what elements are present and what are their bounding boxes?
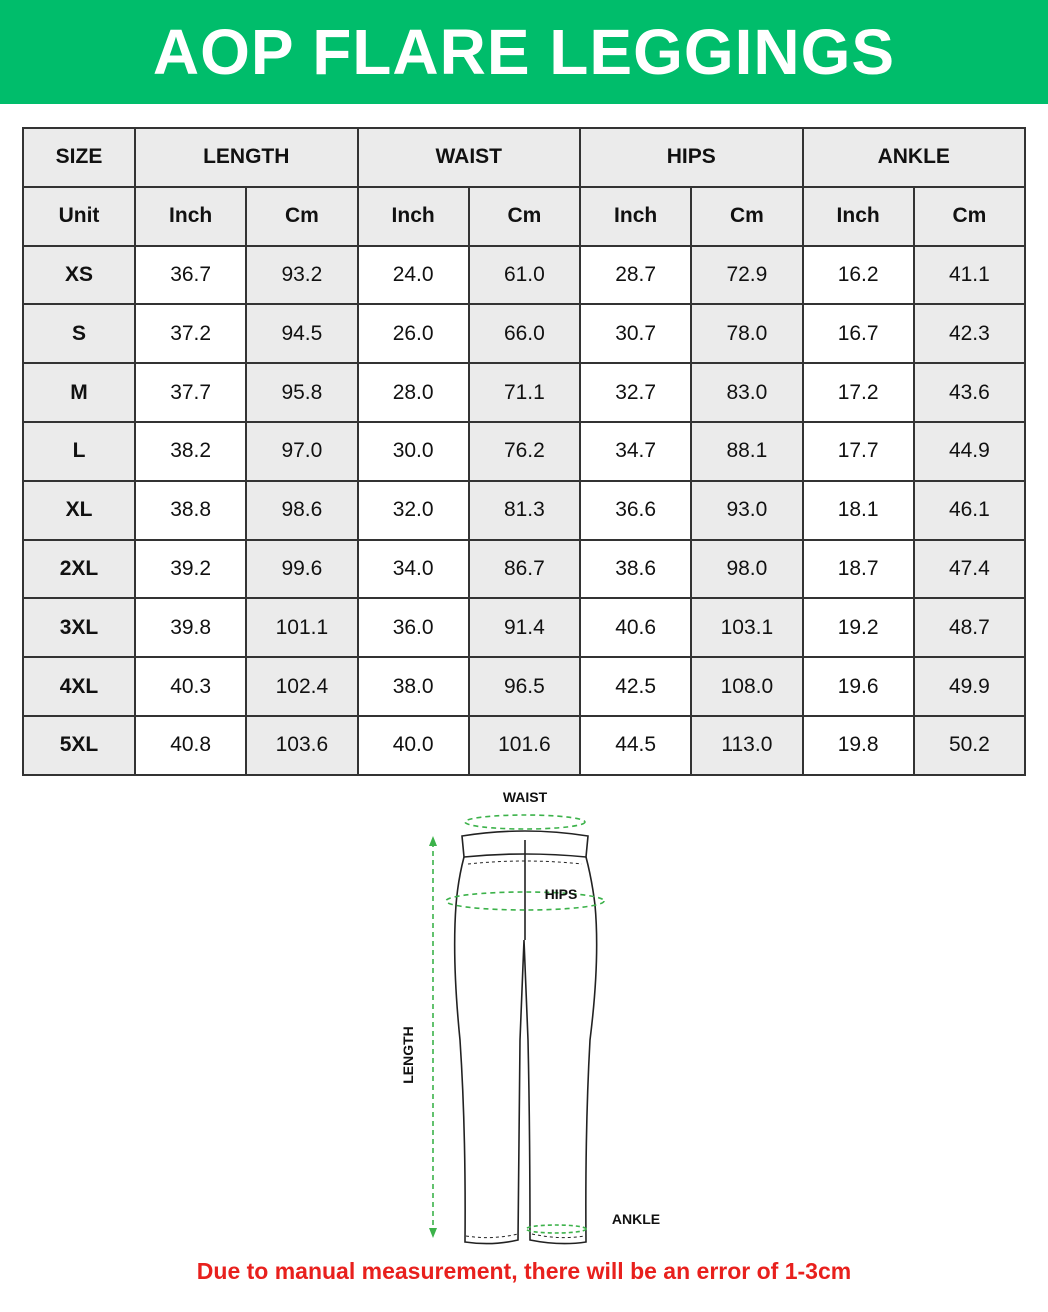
value-cell: 39.2 bbox=[135, 540, 246, 599]
value-cell: 71.1 bbox=[469, 363, 580, 422]
table-row bbox=[23, 540, 1025, 599]
value-cell: 101.6 bbox=[469, 716, 580, 775]
value-cell: 102.4 bbox=[246, 657, 357, 716]
value-cell: 43.6 bbox=[914, 363, 1025, 422]
size-cell: L bbox=[23, 422, 135, 481]
value-cell: 38.0 bbox=[358, 657, 469, 716]
value-cell: 40.8 bbox=[135, 716, 246, 775]
value-cell: 108.0 bbox=[691, 657, 802, 716]
value-cell: 26.0 bbox=[358, 304, 469, 363]
value-cell: 96.5 bbox=[469, 657, 580, 716]
value-cell: 38.6 bbox=[580, 540, 691, 599]
value-cell: 38.2 bbox=[135, 422, 246, 481]
value-cell: 42.3 bbox=[914, 304, 1025, 363]
value-cell: 101.1 bbox=[246, 598, 357, 657]
size-chart-table bbox=[22, 127, 1026, 776]
size-cell: 3XL bbox=[23, 598, 135, 657]
value-cell: 40.0 bbox=[358, 716, 469, 775]
value-cell: 103.1 bbox=[691, 598, 802, 657]
value-cell: 36.0 bbox=[358, 598, 469, 657]
value-cell: 66.0 bbox=[469, 304, 580, 363]
value-cell: 17.2 bbox=[803, 363, 914, 422]
value-cell: 28.0 bbox=[358, 363, 469, 422]
unit-cell: Inch bbox=[580, 187, 691, 246]
size-header: SIZE bbox=[23, 128, 135, 187]
value-cell: 50.2 bbox=[914, 716, 1025, 775]
unit-cell: Cm bbox=[914, 187, 1025, 246]
value-cell: 91.4 bbox=[469, 598, 580, 657]
value-cell: 95.8 bbox=[246, 363, 357, 422]
value-cell: 37.7 bbox=[135, 363, 246, 422]
size-cell: 4XL bbox=[23, 657, 135, 716]
length-measure-line bbox=[429, 836, 437, 1238]
value-cell: 32.7 bbox=[580, 363, 691, 422]
value-cell: 24.0 bbox=[358, 246, 469, 305]
value-cell: 16.2 bbox=[803, 246, 914, 305]
hips-header: HIPS bbox=[580, 128, 803, 187]
table-row bbox=[23, 246, 1025, 305]
value-cell: 19.6 bbox=[803, 657, 914, 716]
value-cell: 17.7 bbox=[803, 422, 914, 481]
table-row bbox=[23, 657, 1025, 716]
value-cell: 37.2 bbox=[135, 304, 246, 363]
value-cell: 42.5 bbox=[580, 657, 691, 716]
length-label: LENGTH bbox=[400, 1026, 416, 1084]
size-cell: S bbox=[23, 304, 135, 363]
value-cell: 34.0 bbox=[358, 540, 469, 599]
value-cell: 18.7 bbox=[803, 540, 914, 599]
value-cell: 76.2 bbox=[469, 422, 580, 481]
hips-label: HIPS bbox=[544, 886, 578, 902]
value-cell: 19.2 bbox=[803, 598, 914, 657]
value-cell: 78.0 bbox=[691, 304, 802, 363]
length-header: LENGTH bbox=[135, 128, 358, 187]
value-cell: 28.7 bbox=[580, 246, 691, 305]
value-cell: 48.7 bbox=[914, 598, 1025, 657]
value-cell: 44.5 bbox=[580, 716, 691, 775]
value-cell: 72.9 bbox=[691, 246, 802, 305]
waist-header: WAIST bbox=[358, 128, 581, 187]
size-cell: 2XL bbox=[23, 540, 135, 599]
table-row bbox=[23, 363, 1025, 422]
ankle-header: ANKLE bbox=[803, 128, 1026, 187]
value-cell: 32.0 bbox=[358, 481, 469, 540]
value-cell: 83.0 bbox=[691, 363, 802, 422]
unit-cell: Cm bbox=[469, 187, 580, 246]
value-cell: 36.7 bbox=[135, 246, 246, 305]
value-cell: 34.7 bbox=[580, 422, 691, 481]
value-cell: 38.8 bbox=[135, 481, 246, 540]
size-cell: 5XL bbox=[23, 716, 135, 775]
table-row bbox=[23, 422, 1025, 481]
group-header-row bbox=[23, 128, 1025, 187]
value-cell: 40.3 bbox=[135, 657, 246, 716]
value-cell: 98.0 bbox=[691, 540, 802, 599]
value-cell: 97.0 bbox=[246, 422, 357, 481]
ankle-measure-line bbox=[526, 1225, 586, 1233]
unit-cell: Inch bbox=[135, 187, 246, 246]
value-cell: 18.1 bbox=[803, 481, 914, 540]
value-cell: 30.7 bbox=[580, 304, 691, 363]
page-title: AOP FLARE LEGGINGS bbox=[152, 16, 896, 88]
value-cell: 44.9 bbox=[914, 422, 1025, 481]
measurement-note: Due to manual measurement, there will be an error of 1-3cm bbox=[196, 1258, 852, 1284]
value-cell: 98.6 bbox=[246, 481, 357, 540]
value-cell: 19.8 bbox=[803, 716, 914, 775]
table-row bbox=[23, 716, 1025, 775]
unit-cell: Inch bbox=[803, 187, 914, 246]
unit-cell: Cm bbox=[691, 187, 802, 246]
unit-header-row bbox=[23, 187, 1025, 246]
size-cell: XS bbox=[23, 246, 135, 305]
value-cell: 88.1 bbox=[691, 422, 802, 481]
value-cell: 94.5 bbox=[246, 304, 357, 363]
table-row bbox=[23, 481, 1025, 540]
value-cell: 30.0 bbox=[358, 422, 469, 481]
waist-measure-line bbox=[465, 815, 585, 829]
size-cell: M bbox=[23, 363, 135, 422]
value-cell: 99.6 bbox=[246, 540, 357, 599]
value-cell: 113.0 bbox=[691, 716, 802, 775]
waist-label: WAIST bbox=[502, 789, 548, 805]
ankle-label: ANKLE bbox=[611, 1211, 661, 1227]
value-cell: 103.6 bbox=[246, 716, 357, 775]
value-cell: 39.8 bbox=[135, 598, 246, 657]
value-cell: 46.1 bbox=[914, 481, 1025, 540]
value-cell: 36.6 bbox=[580, 481, 691, 540]
table-row bbox=[23, 304, 1025, 363]
table-row bbox=[23, 598, 1025, 657]
unit-cell: Cm bbox=[246, 187, 357, 246]
value-cell: 61.0 bbox=[469, 246, 580, 305]
value-cell: 41.1 bbox=[914, 246, 1025, 305]
value-cell: 16.7 bbox=[803, 304, 914, 363]
value-cell: 49.9 bbox=[914, 657, 1025, 716]
value-cell: 93.0 bbox=[691, 481, 802, 540]
value-cell: 86.7 bbox=[469, 540, 580, 599]
size-cell: XL bbox=[23, 481, 135, 540]
value-cell: 40.6 bbox=[580, 598, 691, 657]
unit-cell: Inch bbox=[358, 187, 469, 246]
unit-label: Unit bbox=[23, 187, 135, 246]
value-cell: 47.4 bbox=[914, 540, 1025, 599]
value-cell: 81.3 bbox=[469, 481, 580, 540]
leggings-diagram bbox=[0, 780, 1048, 1260]
title-banner bbox=[0, 0, 1048, 104]
value-cell: 93.2 bbox=[246, 246, 357, 305]
